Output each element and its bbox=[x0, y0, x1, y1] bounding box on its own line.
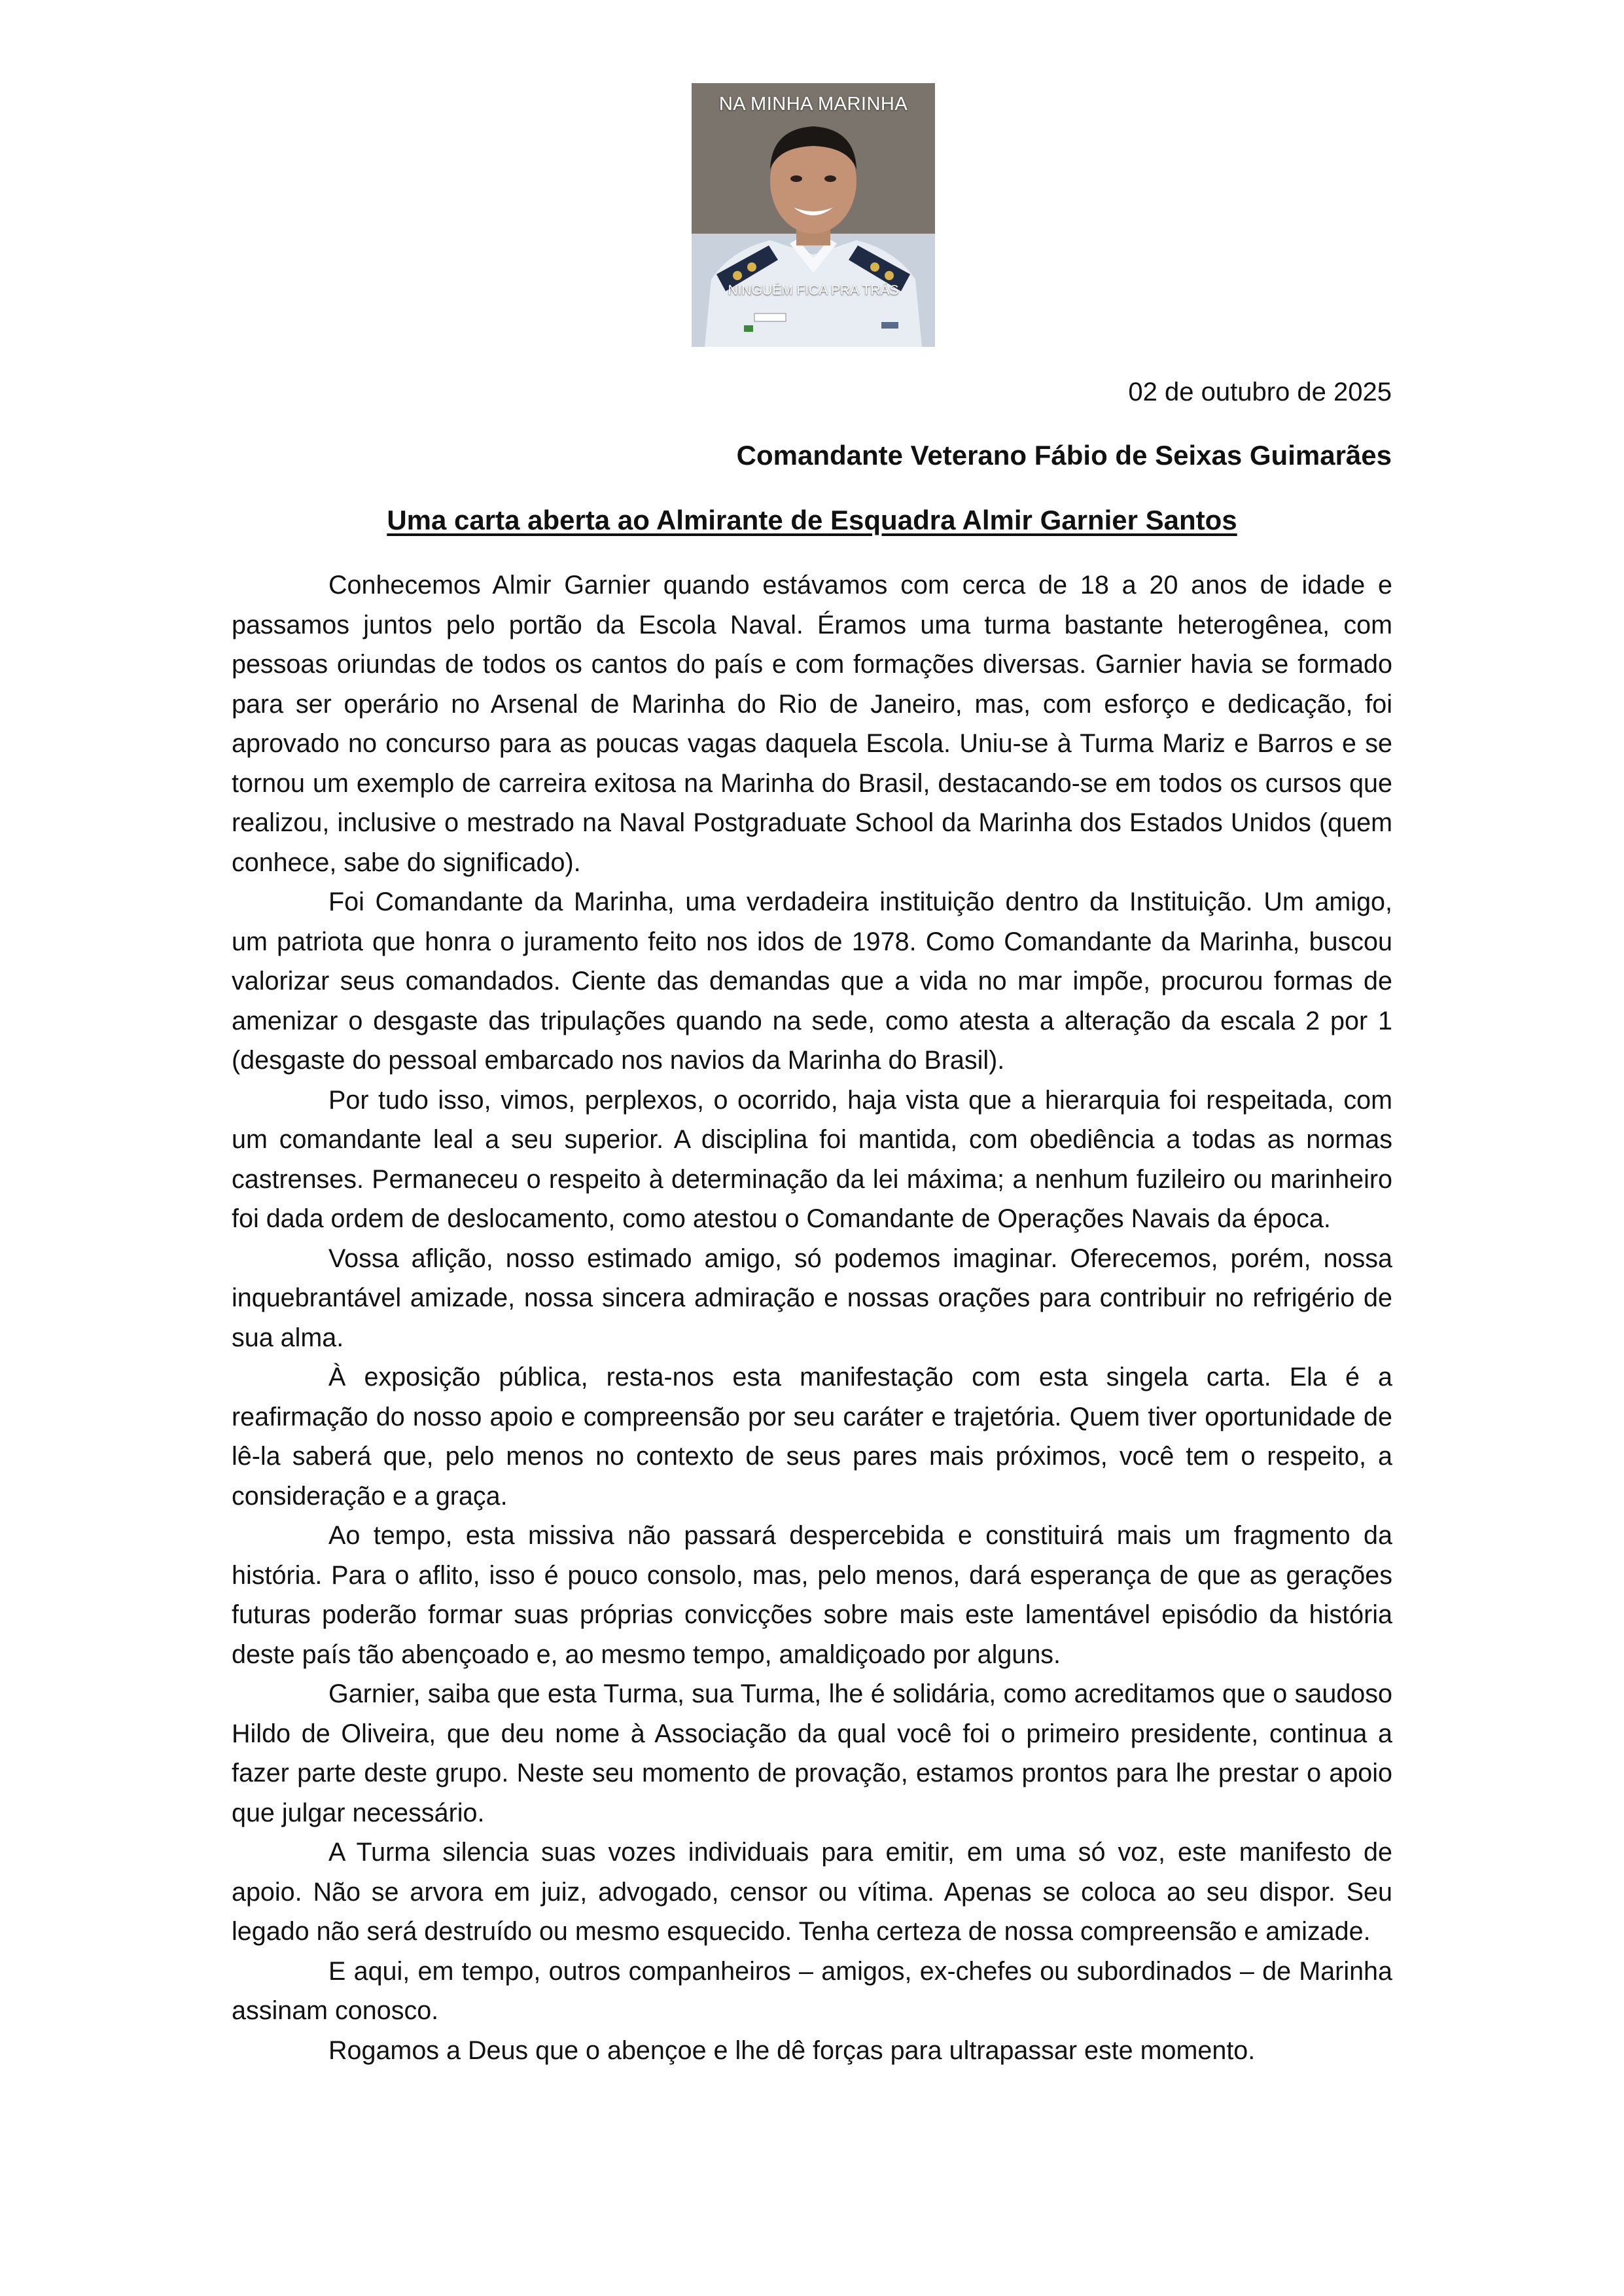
paragraph: Rogamos a Deus que o abençoe e lhe dê forças para ultrapassar este momento. bbox=[328, 2036, 1256, 2065]
photo-caption-bottom: NINGUÉM FICA PRA TRÁS bbox=[728, 283, 899, 298]
letter-date: 02 de outubro de 2025 bbox=[1128, 378, 1392, 406]
officer-portrait-illustration bbox=[692, 83, 935, 347]
paragraph: A Turma silencia suas vozes individuais para emitir, em uma só voz, este manifesto de apoio. Não se arvora em juiz, advogado, censor ou vítima. Apenas se coloca ao seu dispor. Seu legado não será destruído ou mesmo esquecido. Tenha certeza de nossa compreensão e amizade. bbox=[232, 1838, 1392, 1946]
letter-body bbox=[232, 565, 1392, 2070]
photo-caption-top: NA MINHA MARINHA bbox=[718, 94, 908, 115]
paragraph: E aqui, em tempo, outros companheiros – amigos, ex-chefes ou subordinados – de Marinha assinam conosco. bbox=[232, 1956, 1392, 2025]
letter-title: Uma carta aberta ao Almirante de Esquadra Almir Garnier Santos bbox=[387, 505, 1237, 535]
paragraph: Vossa aflição, nosso estimado amigo, só podemos imaginar. Oferecemos, porém, nossa inquebrantável amizade, nossa sincera admiração e nossas orações para contribuir no refrigério de sua alma. bbox=[232, 1244, 1392, 1352]
paragraph: Ao tempo, esta missiva não passará despercebida e constituirá mais um fragmento da história. Para o aflito, isso é pouco consolo, mas, pelo menos, dará esperança de que as gerações futuras poderão formar suas próprias convicções sobre mais este lamentável episódio da história deste país tão abençoado e, ao mesmo tempo, amaldiçoado por alguns. bbox=[232, 1521, 1392, 1669]
header-photo bbox=[692, 83, 935, 347]
paragraph: Foi Comandante da Marinha, uma verdadeira instituição dentro da Instituição. Um amigo, um patriota que honra o juramento feito nos idos de 1978. Como Comandante da Marinha, buscou valorizar seus comandados. Ciente das demandas que a vida no mar impõe, procurou formas de amenizar o desgaste das tripulações quando na sede, como atesta a alteração da escala 2 por 1 (desgaste do pessoal embarcado nos navios da Marinha do Brasil). bbox=[232, 888, 1392, 1075]
paragraph: Conhecemos Almir Garnier quando estávamos com cerca de 18 a 20 anos de idade e passamos juntos pelo portão da Escola Naval. Éramos uma turma bastante heterogênea, com pessoas oriundas de todos os cantos do país e com formações diversas. Garnier havia se formado para ser operário no Arsenal de Marinha do Rio de Janeiro, mas, com esforço e dedicação, foi aprovado no concurso para as poucas vagas daquela Escola. Uniu-se à Turma Mariz e Barros e se tornou um exemplo de carreira exitosa na Marinha do Brasil, destacando-se em todos os cursos que realizou, inclusive o mestrado na Naval Postgraduate School da Marinha dos Estados Unidos (quem conhece, sabe do significado). bbox=[232, 571, 1392, 877]
letter-author: Comandante Veterano Fábio de Seixas Guimarães bbox=[736, 440, 1392, 471]
paragraph: Garnier, saiba que esta Turma, sua Turma, lhe é solidária, como acreditamos que o saudoso Hildo de Oliveira, que deu nome à Associação da qual você foi o primeiro presidente, continua a fazer parte deste grupo. Neste seu momento de provação, estamos prontos para lhe prestar o apoio que julgar necessário. bbox=[232, 1679, 1392, 1827]
paragraph: Por tudo isso, vimos, perplexos, o ocorrido, haja vista que a hierarquia foi respeitada, com um comandante leal a seu superior. A disciplina foi mantida, com obediência a todas as normas castrenses. Permaneceu o respeito à determinação da lei máxima; a nenhum fuzileiro ou marinheiro foi dada ordem de deslocamento, como atestou o Comandante de Operações Navais da época. bbox=[232, 1085, 1392, 1233]
paragraph: À exposição pública, resta-nos esta manifestação com esta singela carta. Ela é a reafirmação do nosso apoio e compreensão por seu caráter e trajetória. Quem tiver oportunidade de lê-la saberá que, pelo menos no contexto de seus pares mais próximos, você tem o respeito, a consideração e a graça. bbox=[232, 1363, 1392, 1511]
